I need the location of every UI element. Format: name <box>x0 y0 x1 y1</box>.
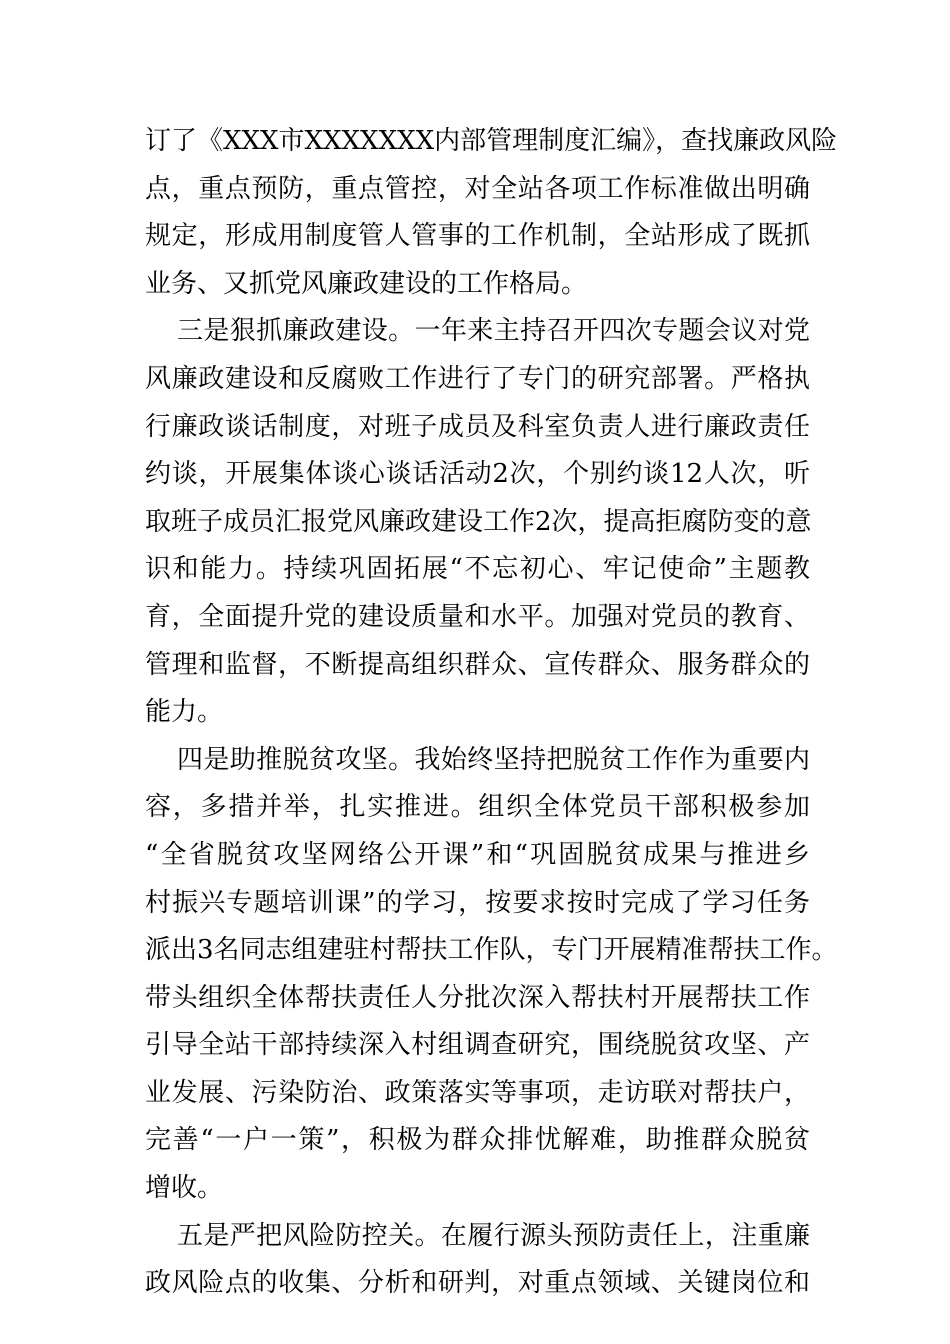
text-line: 育，全面提升党的建设质量和水平。加强对党员的教育、 <box>145 601 810 632</box>
paragraph-integrity-building <box>145 308 810 736</box>
text-line: 村振兴专题培训课”的学习，按要求按时完成了学习任务 <box>145 887 810 918</box>
text-line: 业务、又抓党风廉政建设的工作格局。 <box>145 268 588 299</box>
document-body <box>145 118 838 1308</box>
text-line: 业发展、污染防治、政策落实等事项，走访联对帮扶户， <box>145 1077 810 1108</box>
text-line: 风廉政建设和反腐败工作进行了专门的研究部署。严格执 <box>145 363 810 394</box>
text-line: 行廉政谈话制度，对班子成员及科室负责人进行廉政责任 <box>145 411 810 442</box>
text-line: 订了《XXX市XXXXXXX内部管理制度汇编》，查找廉政风险 <box>145 126 838 156</box>
text-line: 政风险点的收集、分析和研判，对重点领域、关键岗位和 <box>145 1268 810 1299</box>
text-line: 四是助推脱贫攻坚。我始终坚持把脱贫工作作为重要内 <box>177 744 810 775</box>
text-line: 能力。 <box>145 697 224 728</box>
text-line: 规定，形成用制度管人管事的工作机制，全站形成了既抓 <box>145 221 810 252</box>
paragraph-continuation <box>145 118 838 308</box>
text-line: “全省脱贫攻坚网络公开课”和“巩固脱贫成果与推进乡 <box>145 839 810 870</box>
text-line: 约谈，开展集体谈心谈话活动2次，个别约谈12人次，听 <box>145 459 810 490</box>
text-line: 容，多措并举，扎实推进。组织全体党员干部积极参加 <box>145 792 810 823</box>
text-line: 识和能力。持续巩固拓展“不忘初心、牢记使命”主题教 <box>145 554 810 585</box>
paragraph-poverty-alleviation <box>145 737 838 1213</box>
text-line: 五是严把风险防控关。在履行源头预防责任上，注重廉 <box>177 1220 810 1251</box>
text-line: 取班子成员汇报党风廉政建设工作2次，提高拒腐防变的意 <box>145 506 812 537</box>
text-line: 派出3名同志组建驻村帮扶工作队，专门开展精准帮扶工作。 <box>145 935 838 966</box>
text-line: 管理和监督，不断提高组织群众、宣传群众、服务群众的 <box>145 649 810 680</box>
text-line: 增收。 <box>145 1173 224 1204</box>
text-line: 完善“一户一策”，积极为群众排忧解难，助推群众脱贫 <box>145 1125 810 1156</box>
text-line: 三是狠抓廉政建设。一年来主持召开四次专题会议对党 <box>177 316 810 347</box>
text-line: 点，重点预防，重点管控，对全站各项工作标准做出明确 <box>145 173 810 204</box>
text-line: 引导全站干部持续深入村组调查研究，围绕脱贫攻坚、产 <box>145 1030 810 1061</box>
text-line: 带头组织全体帮扶责任人分批次深入帮扶村开展帮扶工作 <box>145 982 810 1013</box>
paragraph-risk-control <box>145 1213 810 1308</box>
